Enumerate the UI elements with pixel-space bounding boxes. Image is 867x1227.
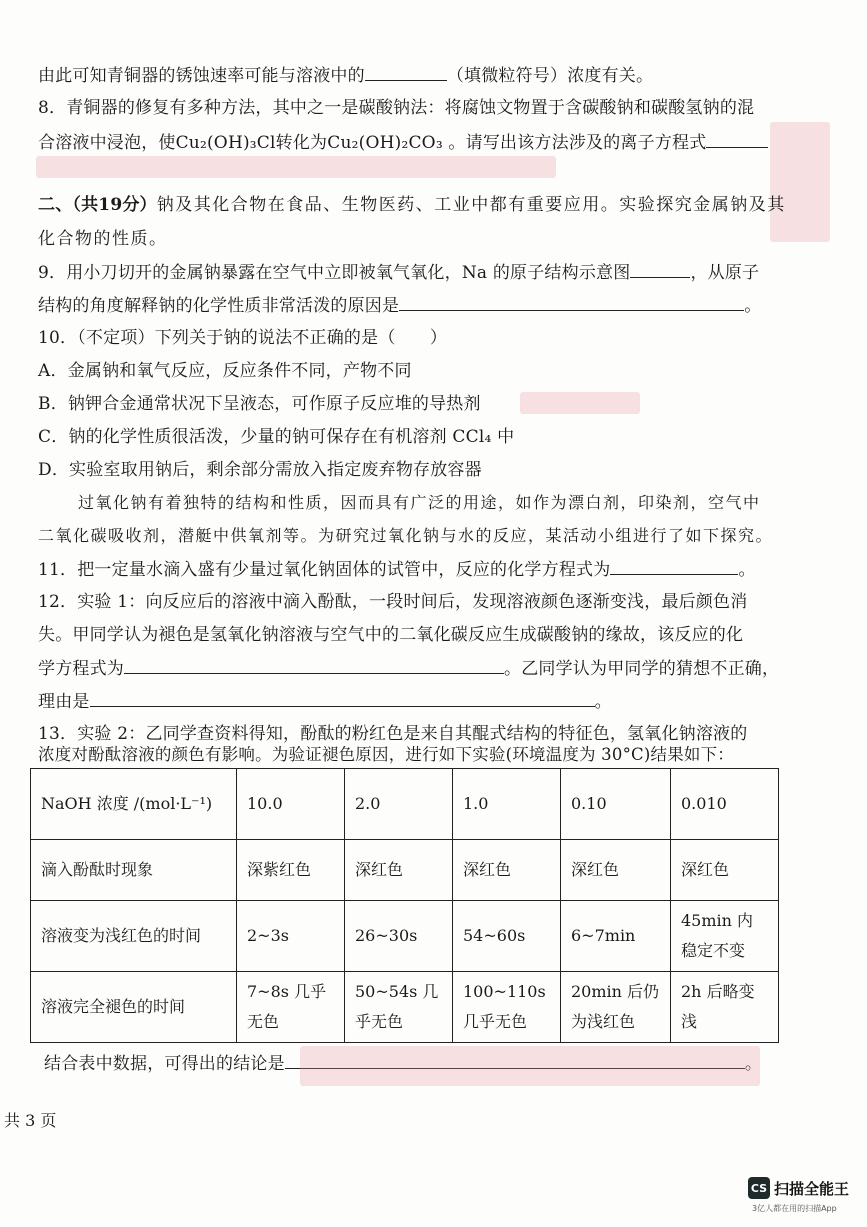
table-cell: 2.0	[345, 769, 453, 840]
table-row	[31, 769, 779, 840]
experiment-table	[30, 768, 779, 1043]
table-cell: 50~54s 几乎无色	[345, 972, 453, 1043]
table-cell: 深紫红色	[237, 840, 345, 901]
table-cell: 溶液变为浅红色的时间	[31, 901, 237, 972]
table-cell: 深红色	[453, 840, 561, 901]
q12-line-4	[38, 690, 612, 713]
table-cell: 2~3s	[237, 901, 345, 972]
answer-blank	[399, 294, 744, 311]
q9-line-1	[38, 261, 759, 284]
q12-text-suffix: 。乙同学认为甲同学的猜想不正确，	[504, 659, 780, 679]
camscanner-logo-icon: CS	[748, 1177, 770, 1199]
table-cell: 54~60s	[453, 901, 561, 972]
q8-line-2	[38, 131, 768, 154]
table-cell: 10.0	[237, 769, 345, 840]
table-cell: NaOH 浓度 /(mol·L⁻¹)	[31, 769, 237, 840]
conclusion-text: 结合表中数据，可得出的结论是	[44, 1054, 285, 1074]
period: 。	[594, 692, 612, 712]
table-cell: 20min 后仍为浅红色	[561, 972, 671, 1043]
scanner-app-name: 扫描全能王	[774, 1180, 850, 1198]
option-c: C．钠的化学性质很活泼，少量的钠可保存在有机溶剂 CCl₄ 中	[38, 427, 515, 447]
table-cell: 深红色	[345, 840, 453, 901]
answer-blank	[630, 261, 690, 278]
q9-line-2	[38, 294, 761, 317]
period: 。	[744, 296, 762, 316]
table-cell: 26~30s	[345, 901, 453, 972]
table-cell: 溶液完全褪色的时间	[31, 972, 237, 1043]
q13-line-2: 浓度对酚酞溶液的颜色有影响。为验证褪色原因，进行如下实验(环境温度为 30°C)结果如下：	[38, 745, 734, 764]
period: 。	[744, 1054, 763, 1074]
option-b: B．钠钾合金通常状况下呈液态，可作原子反应堆的导热剂	[38, 394, 481, 414]
table-row	[31, 840, 779, 901]
q7-tail-suffix: （填微粒符号）浓度有关。	[446, 66, 654, 86]
q10-line: 10．（不定项）下列关于钠的说法不正确的是（ ）	[38, 328, 448, 348]
table-cell: 0.010	[671, 769, 779, 840]
section-2-line-2: 化合物的性质。	[38, 229, 168, 249]
q12-line-2: 失。甲同学认为褪色是氢氧化钠溶液与空气中的二氧化碳反应生成碳酸钠的缘故，该反应的化	[38, 625, 744, 645]
erased-answer-smear	[36, 156, 556, 178]
answer-blank	[365, 64, 447, 81]
option-a: A．金属钠和氧气反应，反应条件不同，产物不同	[38, 361, 412, 381]
period: 。	[738, 560, 756, 580]
table-cell: 7~8s 几乎无色	[237, 972, 345, 1043]
section-2-line-1	[38, 194, 786, 216]
answer-blank	[610, 558, 738, 575]
q8-text: 合溶液中浸泡，使Cu₂(OH)₃Cl转化为Cu₂(OH)₂CO₃ 。请写出该方法涉及的离子方程式	[38, 133, 707, 153]
erased-answer-smear	[300, 1046, 763, 1086]
paragraph-line-2: 二氧化碳吸收剂，潜艇中供氧剂等。为研究过氧化钠与水的反应，某活动小组进行了如下探究。	[38, 526, 774, 545]
table-cell: 深红色	[561, 840, 671, 901]
table-cell: 0.10	[561, 769, 671, 840]
scanner-tagline: 3亿人都在用的扫描App	[752, 1204, 837, 1213]
q12-line-1: 12．实验 1：向反应后的溶液中滴入酚酞，一段时间后，发现溶液颜色逐渐变浅，最后颜色消	[38, 592, 748, 612]
q12-reason-label: 理由是	[38, 692, 90, 712]
q11-line	[38, 558, 756, 581]
section-2-intro: 钠及其化合物在食品、生物医药、工业中都有重要应用。实验探究金属钠及其	[156, 195, 786, 215]
erased-answer-smear	[520, 392, 640, 414]
table-cell: 1.0	[453, 769, 561, 840]
q9-text-2: 结构的角度解释钠的化学性质非常活泼的原因是	[38, 296, 400, 316]
erased-answer-smear	[770, 122, 830, 242]
table-row	[31, 972, 779, 1043]
answer-blank	[90, 690, 595, 707]
q7-tail-line	[38, 64, 653, 87]
table-cell: 2h 后略变浅	[671, 972, 779, 1043]
table-cell: 6~7min	[561, 901, 671, 972]
page-footer: 共 3 页	[4, 1111, 57, 1130]
section-2-heading: 二、（共19分）	[38, 195, 157, 215]
q8-line-1: 8．青铜器的修复有多种方法，其中之一是碳酸钠法：将腐蚀文物置于含碳酸钠和碳酸氢钠的混	[38, 98, 755, 118]
q9-text-suffix: ，从原子	[690, 263, 760, 283]
q13-line-1: 13．实验 2：乙同学查资料得知，酚酞的粉红色是来自其醌式结构的特征色，氢氧化钠溶液的	[38, 724, 748, 744]
table-cell: 100~110s 几乎无色	[453, 972, 561, 1043]
option-d: D．实验室取用钠后，剩余部分需放入指定废弃物存放容器	[38, 460, 482, 480]
answer-blank	[706, 131, 768, 148]
table-row	[31, 901, 779, 972]
table-cell: 45min 内稳定不变	[671, 901, 779, 972]
table-cell: 深红色	[671, 840, 779, 901]
table-cell: 滴入酚酞时现象	[31, 840, 237, 901]
q12-text: 学方程式为	[38, 659, 124, 679]
q7-tail-text: 由此可知青铜器的锈蚀速率可能与溶液中的	[38, 66, 365, 86]
q9-text: 9．用小刀切开的金属钠暴露在空气中立即被氧气氧化，Na 的原子结构示意图	[38, 263, 631, 283]
answer-blank	[124, 657, 504, 674]
paragraph-line-1: 过氧化钠有着独特的结构和性质，因而具有广泛的用途，如作为漂白剂，印染剂，空气中	[78, 493, 761, 512]
q12-line-3	[38, 657, 779, 680]
q11-text: 11．把一定量水滴入盛有少量过氧化钠固体的试管中，反应的化学方程式为	[38, 560, 611, 580]
